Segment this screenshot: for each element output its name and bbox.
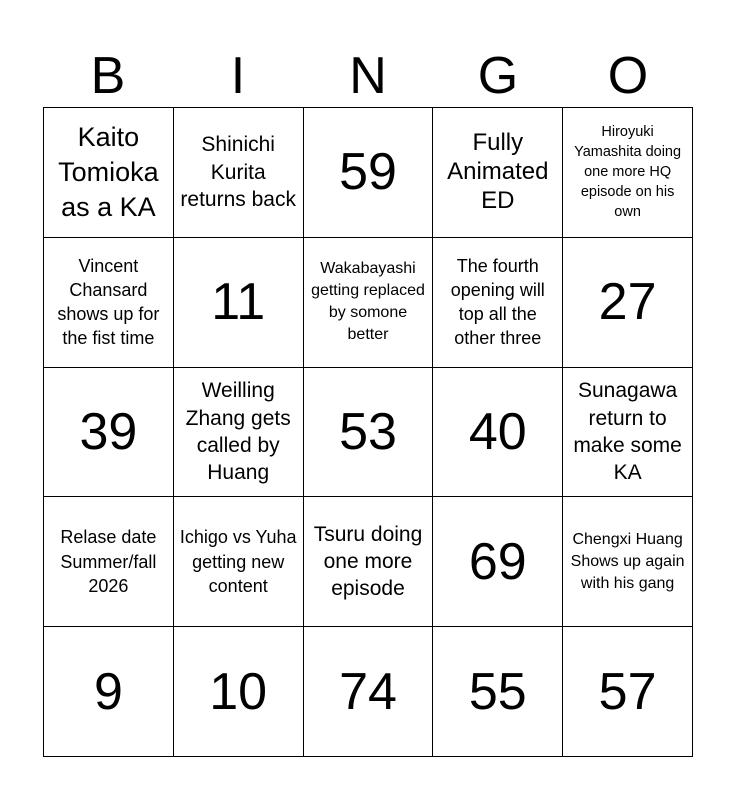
bingo-cell[interactable]: 53 [304, 368, 434, 498]
header-letter-b: B [90, 47, 126, 105]
bingo-cell[interactable]: 40 [433, 368, 563, 498]
bingo-grid [43, 107, 693, 757]
header-letter-o: O [607, 47, 649, 105]
bingo-cell[interactable]: 59 [304, 108, 434, 238]
bingo-cell[interactable]: Vincent Chansard shows up for the fist time [44, 238, 174, 368]
bingo-cell[interactable]: Shinichi Kurita returns back [174, 108, 304, 238]
bingo-cell[interactable]: 39 [44, 368, 174, 498]
bingo-cell[interactable]: Relase date Summer/fall 2026 [44, 497, 174, 627]
bingo-cell[interactable]: The fourth opening will top all the other three [433, 238, 563, 368]
bingo-cell[interactable]: Ichigo vs Yuha getting new content [174, 497, 304, 627]
bingo-cell[interactable]: Fully Animated ED [433, 108, 563, 238]
bingo-cell[interactable]: Hiroyuki Yamashita doing one more HQ episode on his own [563, 108, 693, 238]
bingo-cell[interactable]: 11 [174, 238, 304, 368]
bingo-cell[interactable]: Wakabayashi getting replaced by somone better [304, 238, 434, 368]
bingo-cell[interactable]: 69 [433, 497, 563, 627]
bingo-cell[interactable]: Chengxi Huang Shows up again with his gang [563, 497, 693, 627]
bingo-cell[interactable]: 27 [563, 238, 693, 368]
bingo-cell[interactable]: 55 [433, 627, 563, 757]
bingo-cell[interactable]: Tsuru doing one more episode [304, 497, 434, 627]
header-letter-g: G [477, 47, 519, 105]
bingo-cell[interactable]: Weilling Zhang gets called by Huang [174, 368, 304, 498]
header-letter-i: I [230, 47, 246, 105]
bingo-cell[interactable]: 10 [174, 627, 304, 757]
bingo-cell[interactable]: 74 [304, 627, 434, 757]
bingo-header [43, 46, 693, 106]
bingo-cell[interactable]: Sunagawa return to make some KA [563, 368, 693, 498]
bingo-cell[interactable]: Kaito Tomioka as a KA [44, 108, 174, 238]
header-letter-n: N [349, 47, 387, 105]
bingo-cell[interactable]: 9 [44, 627, 174, 757]
bingo-cell[interactable]: 57 [563, 627, 693, 757]
